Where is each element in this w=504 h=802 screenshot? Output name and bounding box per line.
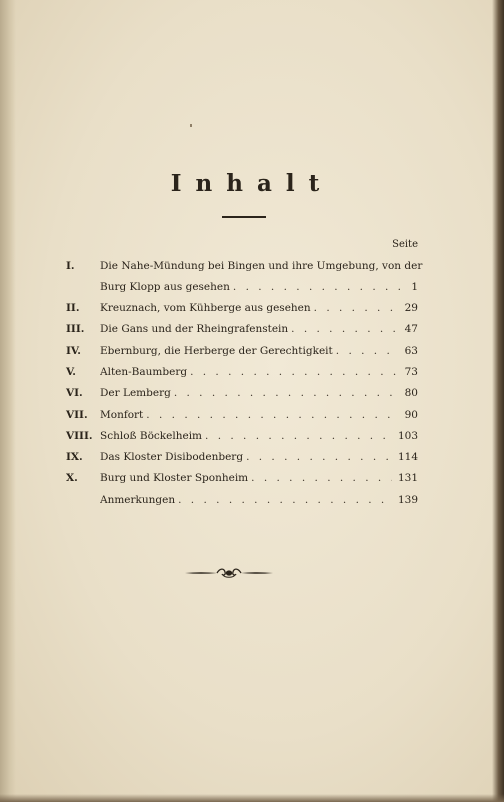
toc-entry-notes [0,494,504,514]
toc-leader-dots [174,387,399,399]
toc-entry-1-line-1 [0,260,504,280]
toc-entry-2 [0,302,504,322]
toc-entry-title: Der Lemberg [100,387,171,399]
paper-speck [190,124,192,127]
toc-page-number: 47 [404,323,418,335]
toc-entry-title: Anmerkungen [100,494,176,506]
toc-entry-title: Schloß Böckelheim [100,430,203,442]
toc-entry-title: Das Kloster Disibodenberg [100,451,244,463]
toc-entry-number: III. [66,323,85,335]
toc-leader-dots [146,409,398,421]
page-column-header: Seite [392,239,418,250]
toc-entry-4 [0,345,504,365]
toc-entry-number: IV. [66,345,81,357]
toc-page-number: 103 [397,430,418,442]
title-rule [222,216,266,218]
toc-leader-dots [314,302,399,314]
toc-entry-number: I. [66,260,75,272]
toc-entry-5 [0,366,504,386]
toc-leader-dots [190,366,399,378]
toc-entry-10 [0,472,504,492]
toc-leader-dots [233,281,405,293]
toc-entry-number: VII. [66,409,88,421]
toc-entry-8 [0,430,504,450]
toc-entry-9 [0,451,504,471]
toc-entry-7 [0,409,504,429]
toc-leader-dots [178,494,392,506]
toc-leader-dots [336,345,399,357]
toc-page-number: 73 [404,366,418,378]
toc-entry-title: Monfort [100,409,144,421]
toc-entry-title: Kreuznach, vom Kühberge aus gesehen [100,302,311,314]
toc-entry-title: Die Gans und der Rheingrafenstein [100,323,289,335]
toc-entry-number: VI. [66,387,83,399]
toc-page-number: 63 [404,345,418,357]
toc-entry-1 [0,281,504,301]
toc-entry-title: Ebernburg, die Herberge der Gerechtigkeit [100,345,333,357]
decorative-vignette-icon [183,566,275,580]
page-bottom-shadow [0,794,504,802]
toc-page-number: 29 [404,302,418,314]
toc-page-number: 139 [397,494,418,506]
page-title: Inhalt [170,170,334,197]
toc-entry-number: IX. [66,451,83,463]
toc-entry-title: Burg Klopp aus gesehen [100,281,230,293]
toc-entry-title: Alten-Baumberg [100,366,188,378]
toc-page-number: 80 [404,387,418,399]
toc-leader-dots [291,323,398,335]
toc-page-number: 131 [397,472,418,484]
toc-leader-dots [246,451,392,463]
toc-leader-dots [251,472,392,484]
toc-page-number: 90 [404,409,418,421]
toc-entry-number: VIII. [66,430,93,442]
toc-entry-title: Burg und Kloster Sponheim [100,472,249,484]
toc-entry-number: V. [66,366,76,378]
toc-leader-dots [205,430,392,442]
toc-entry-number: X. [66,472,78,484]
toc-entry-6 [0,387,504,407]
toc-entry-title-line: Die Nahe-Mündung bei Bingen und ihre Umgebung, von der [100,260,423,272]
toc-entry-number: II. [66,302,80,314]
toc-page-number: 114 [397,451,418,463]
toc-entry-3 [0,323,504,343]
toc-page-number: 1 [411,281,418,293]
